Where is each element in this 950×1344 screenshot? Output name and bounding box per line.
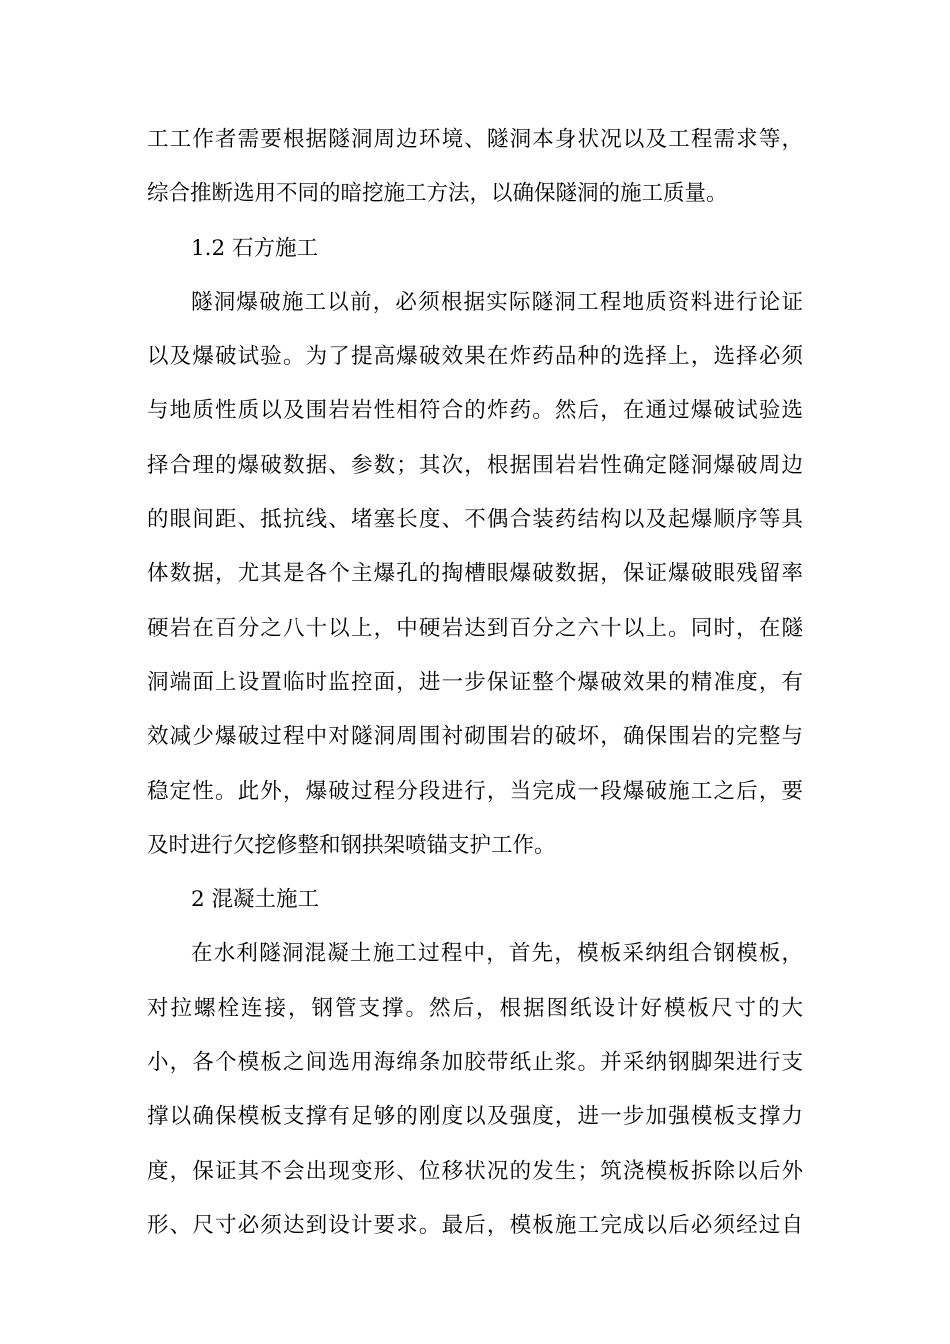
heading-text: 2 混凝土施工 <box>191 887 320 913</box>
text-line: 工工作者需要根据隧洞周边环境、隧洞本身状况以及工程需求等， <box>147 127 803 152</box>
text-line: 硬岩在百分之八十以上，中硬岩达到百分之六十以上。同时，在隧 <box>147 615 803 641</box>
heading-text: 1.2 石方施工 <box>191 235 319 261</box>
text-line: 效减少爆破过程中对隧洞周围衬砌围岩的破坏，确保围岩的完整与 <box>147 724 803 750</box>
text-line: 综合推断选用不同的暗挖施工方法，以确保隧洞的施工质量。 <box>147 181 728 207</box>
text-line: 撑以确保模板支撑有足够的刚度以及强度，进一步加强模板支撑力 <box>147 1104 803 1130</box>
text-line: 洞端面上设置临时监控面，进一步保证整个爆破效果的精准度，有 <box>147 669 803 695</box>
text-line: 择合理的爆破数据、参数；其次，根据围岩岩性确定隧洞爆破周边 <box>147 452 803 478</box>
document-page <box>147 113 803 1253</box>
section-heading-2 <box>147 873 803 927</box>
text-line: 稳定性。此外，爆破过程分段进行，当完成一段爆破施工之后，要 <box>147 778 803 804</box>
text-line: 及时进行欠挖修整和钢拱架喷锚支护工作。 <box>147 832 556 858</box>
text-line: 隧洞爆破施工以前，必须根据实际隧洞工程地质资料进行论证 <box>191 289 803 315</box>
text-line: 形、尺寸必须达到设计要求。最后，模板施工完成以后必须经过自 <box>147 1212 803 1238</box>
text-line: 的眼间距、抵抗线、堵塞长度、不偶合装药结构以及起爆顺序等具 <box>147 507 803 533</box>
paragraph-concrete <box>147 927 803 1253</box>
text-line: 小，各个模板之间选用海绵条加胶带纸止浆。并采纳钢脚架进行支 <box>147 1050 803 1076</box>
text-line: 在水利隧洞混凝土施工过程中，首先，模板采纳组合钢模板， <box>191 941 803 967</box>
text-line: 与地质性质以及围岩岩性相符合的炸药。然后，在通过爆破试验选 <box>147 398 803 424</box>
text-line: 以及爆破试验。为了提高爆破效果在炸药品种的选择上，选择必须 <box>147 344 803 370</box>
text-line: 体数据，尤其是各个主爆孔的掏槽眼爆破数据，保证爆破眼残留率 <box>147 561 803 587</box>
text-line: 度，保证其不会出现变形、位移状况的发生；筑浇模板拆除以后外 <box>147 1158 803 1184</box>
paragraph-continuation <box>147 113 803 222</box>
text-line: 对拉螺栓连接，钢管支撑。然后，根据图纸设计好模板尺寸的大 <box>147 995 803 1021</box>
paragraph-blasting <box>147 276 803 873</box>
section-heading-1-2 <box>147 222 803 276</box>
